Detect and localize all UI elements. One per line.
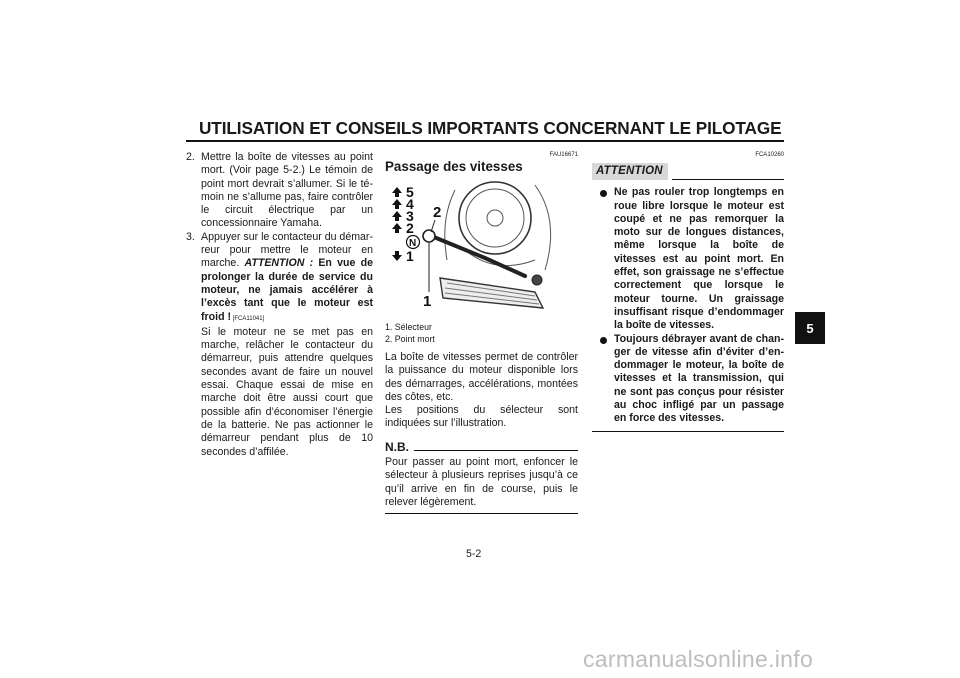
bullet-icon [600,337,607,344]
gear-label-5: 5 [406,184,414,200]
attention-end-rule [592,431,784,432]
page-number: 5-2 [466,548,482,560]
attention-label: ATTENTION : [244,257,314,270]
list-item-2 [186,151,373,231]
gear-label-2: 2 [406,220,414,236]
note-text: Pour passer au point mort, enfoncer le sélecteur à plusieurs reprises jusqu’à ce qu’il arrive en fin de course, puis le relever légèrement. [385,456,578,514]
note-header [385,441,578,454]
up-arrow-icon [392,187,402,197]
reference-code: [FCA11041] [231,315,265,322]
column-right [592,151,784,432]
paragraph: La boîte de vitesses permet de contrôler la puissance du moteur disponible lors des démarrages, accélérations, montées des côtes, etc. [385,351,578,403]
attention-label: ATTENTION [592,163,668,180]
attention-header [592,163,784,180]
bullet-text: Ne pas rouler trop longtemps en roue libre lorsque le moteur est coupé et ne pas remorquer la moto sur de longues distances, même lorsque la boîte de vitesses est au point mort. En effet, son graissage ne s’effectue correctement que lorsque le moteur tourne. Un graissage insuffisant risque d’endommager la boîte de vitesses. [614,186,784,332]
up-arrow-icon [392,199,402,209]
title-rule [186,140,784,142]
down-arrow-icon [392,251,402,261]
callout-1: 1 [423,293,432,310]
up-arrow-icon [392,223,402,233]
column-middle [385,151,578,514]
list-text-continued: Si le moteur ne se met pas en marche, relâcher le contacteur du démarreur, puis attendre quelques secondes avant de faire un nouvel essai. Chaque essai de mise en marche doit être aussi court que possible afin d’économiser l’énergie de la batterie. Ne pas actionner le démarreur pendant plus de 10 secondes d’affilée. [201,325,373,458]
chapter-tab: 5 [795,312,825,344]
page-title: UTILISATION ET CONSEILS IMPORTANTS CONCERNANT LE PILOTAGE [199,118,782,138]
gear-label-1: 1 [406,248,414,264]
note-box [385,441,578,514]
figure-captions [385,322,578,345]
column-left [186,151,373,459]
attention-text: En vue de prolonger la durée de service du moteur, ne jamais accélérer à l’excès tant que le moteur est froid ! [201,257,373,323]
note-label: N.B. [385,439,409,454]
list-number: 3. [186,230,195,243]
bullet-item [592,333,784,426]
up-arrow-icon [392,211,402,221]
bullet-icon [600,190,607,197]
gear-label-neutral: N [409,238,417,249]
attention-rule [672,179,784,180]
caption-1: 1. Sélecteur [385,322,432,332]
list-text: Mettre la boîte de vitesses au point mort. (Voir page 5-2.) Le témoin de point mort devrait s’allumer. Si le témoin ne s’allume pas, faire contrôler le circuit électrique par un concessionnaire Yamaha. [201,151,373,230]
section-code: FCA10260 [755,152,784,158]
shift-pedal-drawing [385,180,578,320]
section-code: FAU16671 [549,152,578,158]
gear-label-3: 3 [406,208,414,224]
bullet-text: Toujours débrayer avant de changer de vitesse afin d’éviter d’endommager le moteur, la boîte de vitesses et la transmission, qui ne sont pas conçus pour résister au choc infligé par un passage en force des vitesses. [614,332,784,425]
gear-label-4: 4 [406,196,414,212]
paragraph: Les positions du sélecteur sont indiquées sur l’illustration. [385,404,578,430]
list-text: Appuyer sur le contacteur du démarreur pour mettre le moteur en marche. [201,230,373,270]
gear-shift-illustration [385,180,578,320]
caption-2: 2. Point mort [385,333,435,344]
section-heading: Passage des vitesses [385,159,523,174]
watermark: carmanualsonline.info [583,646,814,672]
note-rule [414,450,578,451]
list-item-3 [186,231,373,459]
bullet-item [592,186,784,332]
callout-2: 2 [433,204,442,221]
list-number: 2. [186,151,195,163]
